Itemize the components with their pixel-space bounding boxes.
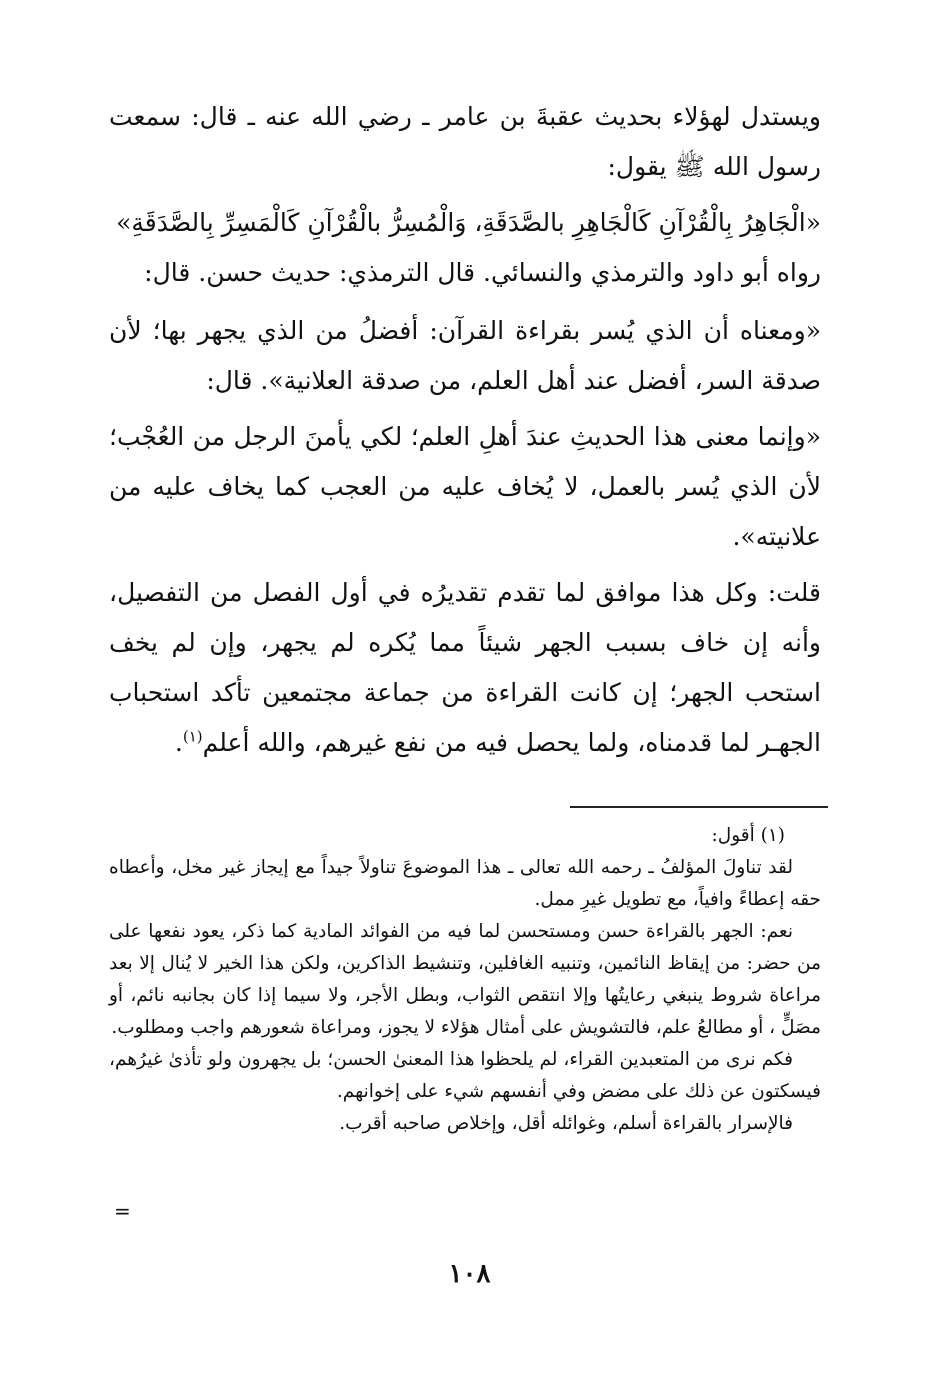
footnote-separator bbox=[570, 806, 828, 808]
tirmidhi-quote-2: «وإنما معنى هذا الحديثِ عندَ أهلِ العلم؛ لكي يأمنَ الرجل من العُجْب؛ لأن الذي يُسر بالعمل، لا يُخاف عليه من العجب كما يخاف عليه من علانيته». bbox=[109, 422, 821, 551]
intro-paragraph: ويستدل لهؤلاء بحديث عقبةَ بن عامر ـ رضي الله عنه ـ قال: سمعت رسول الله ﷺ يقول: bbox=[109, 102, 821, 181]
footnote-reference[interactable]: (١) bbox=[182, 727, 203, 746]
footnote-paragraph-1: لقد تناولَ المؤلفُ ـ رحمه الله تعالى ـ هذا الموضوعَ تناولاً جيداً مع إيجاز غير مخل، وأعطاه حقه إعطاءً وافياً، مع تطويل غيرِ ممل. bbox=[109, 857, 821, 910]
main-text bbox=[109, 92, 821, 768]
author-comment-end: . bbox=[174, 728, 183, 757]
footnote-paragraph-2: نعم: الجهر بالقراءة حسن ومستحسن لما فيه من الفوائد المادية كما ذكر، يعود نفعها على من حضر: من إيقاظ النائمين، وتنبيه الغافلين، وتنشيط الذاكرين، ولكن هذا الخير لا يُنال إلا بعد مراعاة شروط ينبغي رعايتُها وإلا انتقص الثواب، وبطل الأجر، ولا سيما إذا كان بجانبه نائم، أو مصَلٍّ ، أو مطالعُ علم، فالتشويش على أمثال هؤلاء لا يجوز، ومراعاة شعورهم واجب ومطلوب. bbox=[109, 921, 821, 1038]
footnote-paragraph-3: فكم نرى من المتعبدين القراء، لم يلحظوا هذا المعنىٰ الحسن؛ بل يجهرون ولو تأذىٰ غيرُهم، فيسكتون عن ذلك على مضض وفي أنفسهم شيء على إخوانهم. bbox=[109, 1049, 821, 1102]
page-number: ١٠٨ bbox=[448, 1259, 491, 1289]
footnote-heading: (١) أقول: bbox=[711, 825, 785, 846]
footnote-continuation-mark: = bbox=[114, 1199, 131, 1223]
narration-paragraph: رواه أبو داود والترمذي والنسائي. قال الترمذي: حديث حسن. قال: bbox=[144, 258, 821, 287]
footnote-paragraph-4: فالإسرار بالقراءة أسلم، وغوائله أقل، وإخلاص صاحبه أقرب. bbox=[339, 1113, 793, 1134]
author-comment-text: قلت: وكل هذا موافق لما تقدم تقديرُه في أول الفصل من التفصيل، وأنه إن خاف بسبب الجهر شيئاً مما يُكره لم يجهر، وإن لم يخف استحب الجهر؛ إن كانت القراءة من جماعة مجتمعين تأكد استحباب الجهـر لما قدمناه، ولما يحصل فيه من نفع غيرهم، والله أعلم bbox=[109, 578, 821, 757]
footnotes-section bbox=[109, 820, 821, 1140]
hadith-quote: «الْجَاهِرُ بِالْقُرْآنِ كَالْجَاهِرِ بالصَّدَقَةِ، وَالْمُسِرُّ بالْقُرْآنِ كَالْمَسِرِّ بِالصَّدَقَةِ» bbox=[116, 208, 821, 237]
author-comment-paragraph bbox=[109, 568, 821, 768]
tirmidhi-quote-1: «ومعناه أن الذي يُسر بقراءة القرآن: أفضلُ من الذي يجهر بها؛ لأن صدقة السر، أفضل عند أهل العلم، من صدقة العلانية». قال: bbox=[109, 316, 821, 395]
